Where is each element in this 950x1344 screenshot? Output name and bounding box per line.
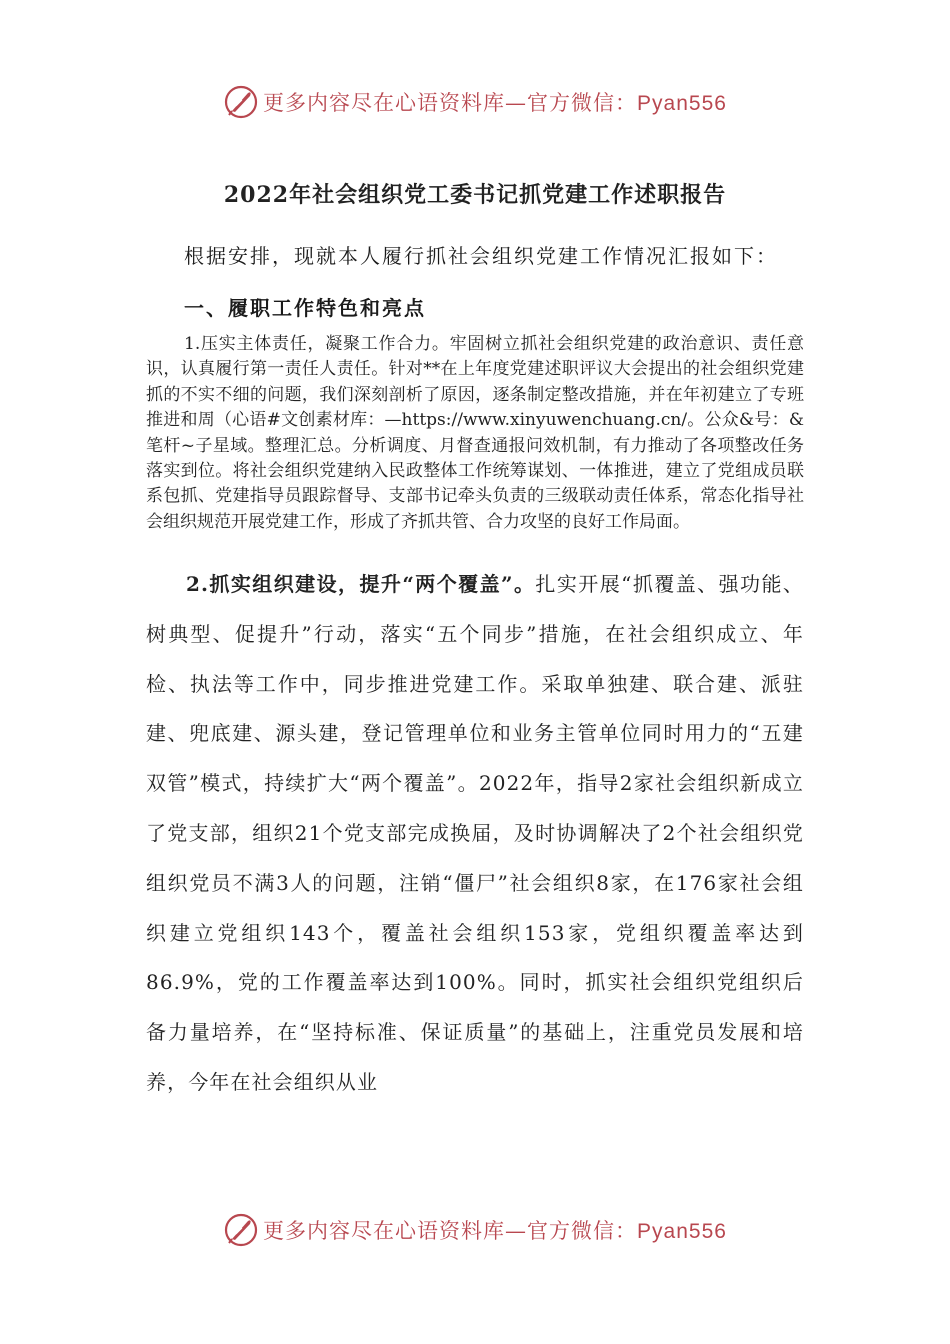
document-title: 2022年社会组织党工委书记抓党建工作述职报告 [223, 182, 727, 208]
footer-banner-text [263, 1215, 727, 1245]
header-banner [0, 80, 950, 124]
header-banner-cn: 更多内容尽在心语资料库—官方微信： [263, 91, 638, 115]
quill-pen-logo-icon [223, 84, 259, 120]
quill-pen-logo-icon [223, 1212, 259, 1248]
section-heading: 一、履职工作特色和亮点 [184, 296, 426, 320]
header-banner-wechat-id: Pyan556 [637, 92, 727, 115]
footer-banner-wechat-id: Pyan556 [637, 1220, 727, 1243]
header-banner-text [263, 87, 727, 117]
footer-banner-cn: 更多内容尽在心语资料库—官方微信： [263, 1219, 638, 1243]
paragraph-2-body: 扎实开展“抓覆盖、强功能、树典型、促提升”行动，落实“五个同步”措施，在社会组织成立、年检、执法等工作中，同步推进党建工作。采取单独建、联合建、派驻建、兜底建、源头建，登记管理单位和业务主管单位同时用力的“五建双管”模式，持续扩大“两个覆盖”。2022年，指导2家社会组织新成立了党支部，组织21个党支部完成换届，及时协调解决了2个社会组织党组织党员不满3人的问题，注销“僵尸”社会组织8家，在176家社会组织建立党组织143个，覆盖社会组织153家，党组织覆盖率达到86.9%，党的工作覆盖率达到100%。同时，抓实社会组织党组织后备力量培养，在“坚持标准、保证质量”的基础上，注重党员发展和培养，今年在社会组织从业 [146, 572, 804, 1094]
paragraph-2 [146, 560, 804, 1108]
intro-line: 根据安排，现就本人履行抓社会组织党建工作情况汇报如下： [184, 244, 778, 268]
paragraph-1: 1.压实主体责任，凝聚工作合力。牢固树立抓社会组织党建的政治意识、责任意识，认真履行第一责任人责任。针对**在上年度党建述职评议大会提出的社会组织党建抓的不实不细的问题，我们深刻剖析了原因，逐条制定整改措施，并在年初建立了专班推进和周（心语#文创素材库：—https://www.xinyuwenchuang.cn/。公众&号：&笔杆~子星域。整理汇总。分析调度、月督查通报问效机制，有力推动了各项整改任务落实到位。将社会组织党建纳入民政整体工作统筹谋划、一体推进，建立了党组成员联系包抓、党建指导员跟踪督导、支部书记牵头负责的三级联动责任体系，常态化指导社会组织规范开展党建工作，形成了齐抓共管、合力攻坚的良好工作局面。 [146, 334, 804, 532]
footer-banner [0, 1208, 950, 1252]
paragraph-2-lead: 2.抓实组织建设，提升“两个覆盖”。 [186, 572, 536, 596]
